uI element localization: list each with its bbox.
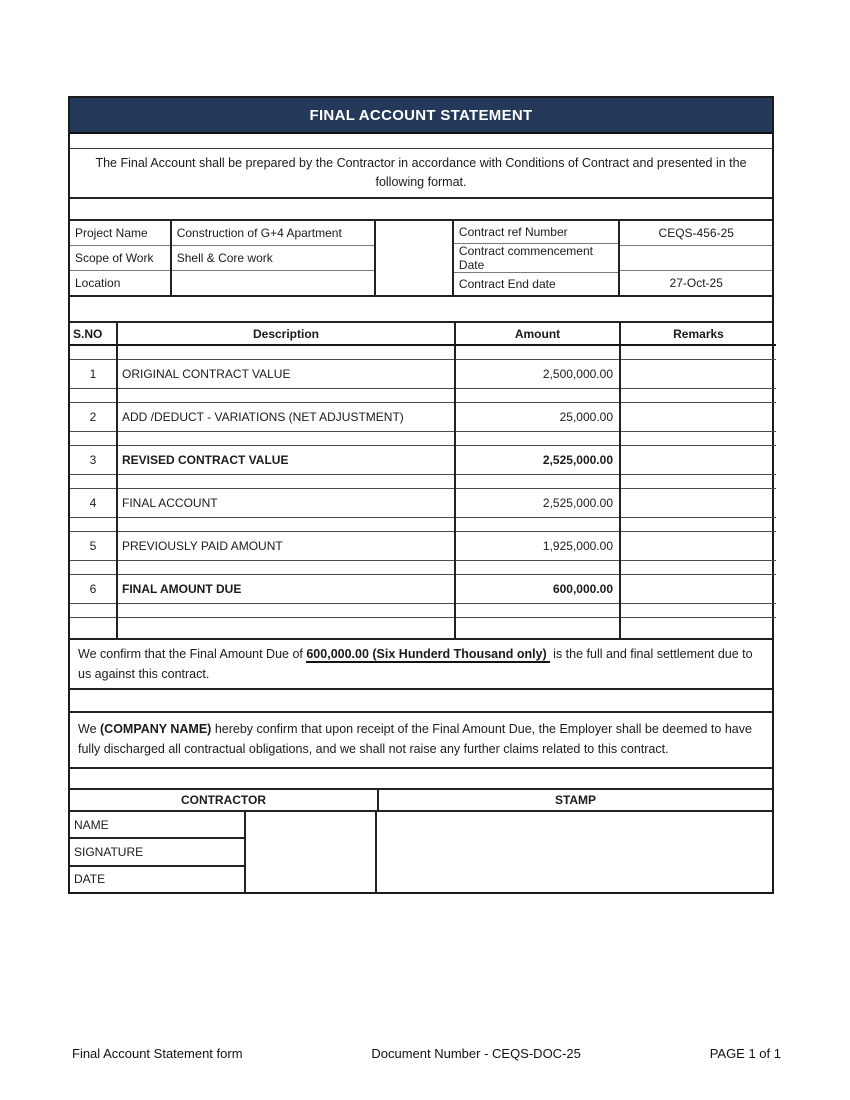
scope-of-work-label: Scope of Work (70, 246, 170, 271)
statement-header-row (70, 323, 776, 345)
contract-end-label: Contract End date (458, 277, 556, 291)
row-amount: 1,925,000.00 (455, 531, 620, 560)
row-description: PREVIOUSLY PAID AMOUNT (117, 531, 455, 560)
page-title: FINAL ACCOUNT STATEMENT (309, 106, 533, 124)
page-footer (72, 1046, 781, 1061)
project-name-label: Project Name (70, 221, 170, 246)
blank-row (70, 431, 776, 445)
contract-value-column (618, 221, 772, 295)
signoff-entry-cell (244, 812, 377, 892)
contract-ref-value: CEQS-456-25 (620, 221, 772, 246)
contract-label-column (454, 221, 619, 295)
row-amount: 2,525,000.00 (455, 488, 620, 517)
row-sno: 4 (70, 488, 117, 517)
row-description: FINAL ACCOUNT (117, 488, 455, 517)
row-remarks (620, 531, 776, 560)
intro-paragraph: The Final Account shall be prepared by the Contractor in accordance with Conditions of Contract and presented in the following format. (70, 149, 772, 199)
blank-row (70, 603, 776, 617)
contract-ref-label: Contract ref Number (454, 221, 619, 244)
stamp-area (377, 812, 772, 892)
confirmation-paragraph-2 (70, 713, 772, 769)
project-info-gap-cell (374, 221, 454, 295)
table-row (70, 402, 776, 431)
spacer-row (70, 199, 772, 221)
footer-document-number: Document Number - CEQS-DOC-25 (371, 1046, 581, 1061)
row-amount: 600,000.00 (455, 574, 620, 603)
confirmation-paragraph-1 (70, 638, 772, 690)
blank-row (70, 345, 776, 359)
confirmation1-prefix: We confirm that the Final Amount Due of (78, 647, 307, 661)
signoff-label-column (70, 812, 244, 892)
row-amount: 25,000.00 (455, 402, 620, 431)
contract-commencement-label: Contract commencement Date (454, 244, 619, 273)
blank-row (70, 517, 776, 531)
signoff-section (70, 790, 772, 892)
row-sno: 5 (70, 531, 117, 560)
blank-row (70, 560, 776, 574)
spacer-row (70, 134, 772, 149)
table-row (70, 531, 776, 560)
table-row (70, 445, 776, 474)
table-row (70, 574, 776, 603)
scope-of-work-value: Shell & Core work (172, 246, 374, 271)
spacer-row (70, 769, 772, 790)
contract-commencement-value (620, 246, 772, 271)
table-row (70, 359, 776, 388)
location-label: Location (75, 276, 121, 290)
table-row (70, 488, 776, 517)
confirmation2-suffix: hereby confirm that upon receipt of the Final Amount Due, the Employer shall be deemed to have fully discharged all contractual obligations, and we shall not raise any further claims related to this contract. (78, 722, 752, 756)
blank-row (70, 388, 776, 402)
row-description: ORIGINAL CONTRACT VALUE (117, 359, 455, 388)
final-account-statement-form (68, 96, 774, 894)
blank-row (70, 474, 776, 488)
statement-table (70, 323, 776, 638)
project-label-column (70, 221, 170, 295)
header-remarks: Remarks (620, 323, 776, 345)
row-remarks (620, 445, 776, 474)
spacer-row (70, 297, 772, 323)
project-name-value: Construction of G+4 Apartment (172, 221, 374, 246)
row-description: REVISED CONTRACT VALUE (117, 445, 455, 474)
row-remarks (620, 359, 776, 388)
row-remarks (620, 402, 776, 431)
row-sno: 6 (70, 574, 117, 603)
project-value-column (170, 221, 374, 295)
stamp-header: STAMP (377, 790, 772, 810)
project-info-section (70, 221, 772, 297)
date-field-label: DATE (74, 872, 106, 887)
title-band (70, 98, 772, 134)
spacer-row (70, 690, 772, 713)
footer-form-name: Final Account Statement form (72, 1046, 243, 1061)
row-amount: 2,525,000.00 (455, 445, 620, 474)
row-description: FINAL AMOUNT DUE (117, 574, 455, 603)
row-sno: 2 (70, 402, 117, 431)
blank-row (70, 617, 776, 638)
signature-field-label: SIGNATURE (70, 839, 244, 866)
contractor-header: CONTRACTOR (180, 793, 267, 807)
row-amount: 2,500,000.00 (455, 359, 620, 388)
row-remarks (620, 488, 776, 517)
company-name-placeholder: (COMPANY NAME) (100, 722, 212, 736)
final-amount-due-highlight: 600,000.00 (Six Hunderd Thousand only) (306, 647, 549, 663)
row-sno: 1 (70, 359, 117, 388)
confirmation1-suffix: is the full and final settlement due to us against this contract. (78, 647, 753, 681)
signoff-header-row (70, 790, 772, 812)
footer-page-number: PAGE 1 of 1 (709, 1046, 781, 1061)
header-amount: Amount (455, 323, 620, 345)
signoff-body (70, 812, 772, 892)
confirmation2-prefix: We (78, 722, 100, 736)
contract-end-value: 27-Oct-25 (669, 276, 723, 290)
name-field-label: NAME (70, 812, 244, 839)
header-sno: S.NO (70, 323, 117, 345)
header-description: Description (117, 323, 455, 345)
row-remarks (620, 574, 776, 603)
row-description: ADD /DEDUCT - VARIATIONS (NET ADJUSTMENT) (117, 402, 455, 431)
row-sno: 3 (70, 445, 117, 474)
location-value (172, 271, 374, 295)
